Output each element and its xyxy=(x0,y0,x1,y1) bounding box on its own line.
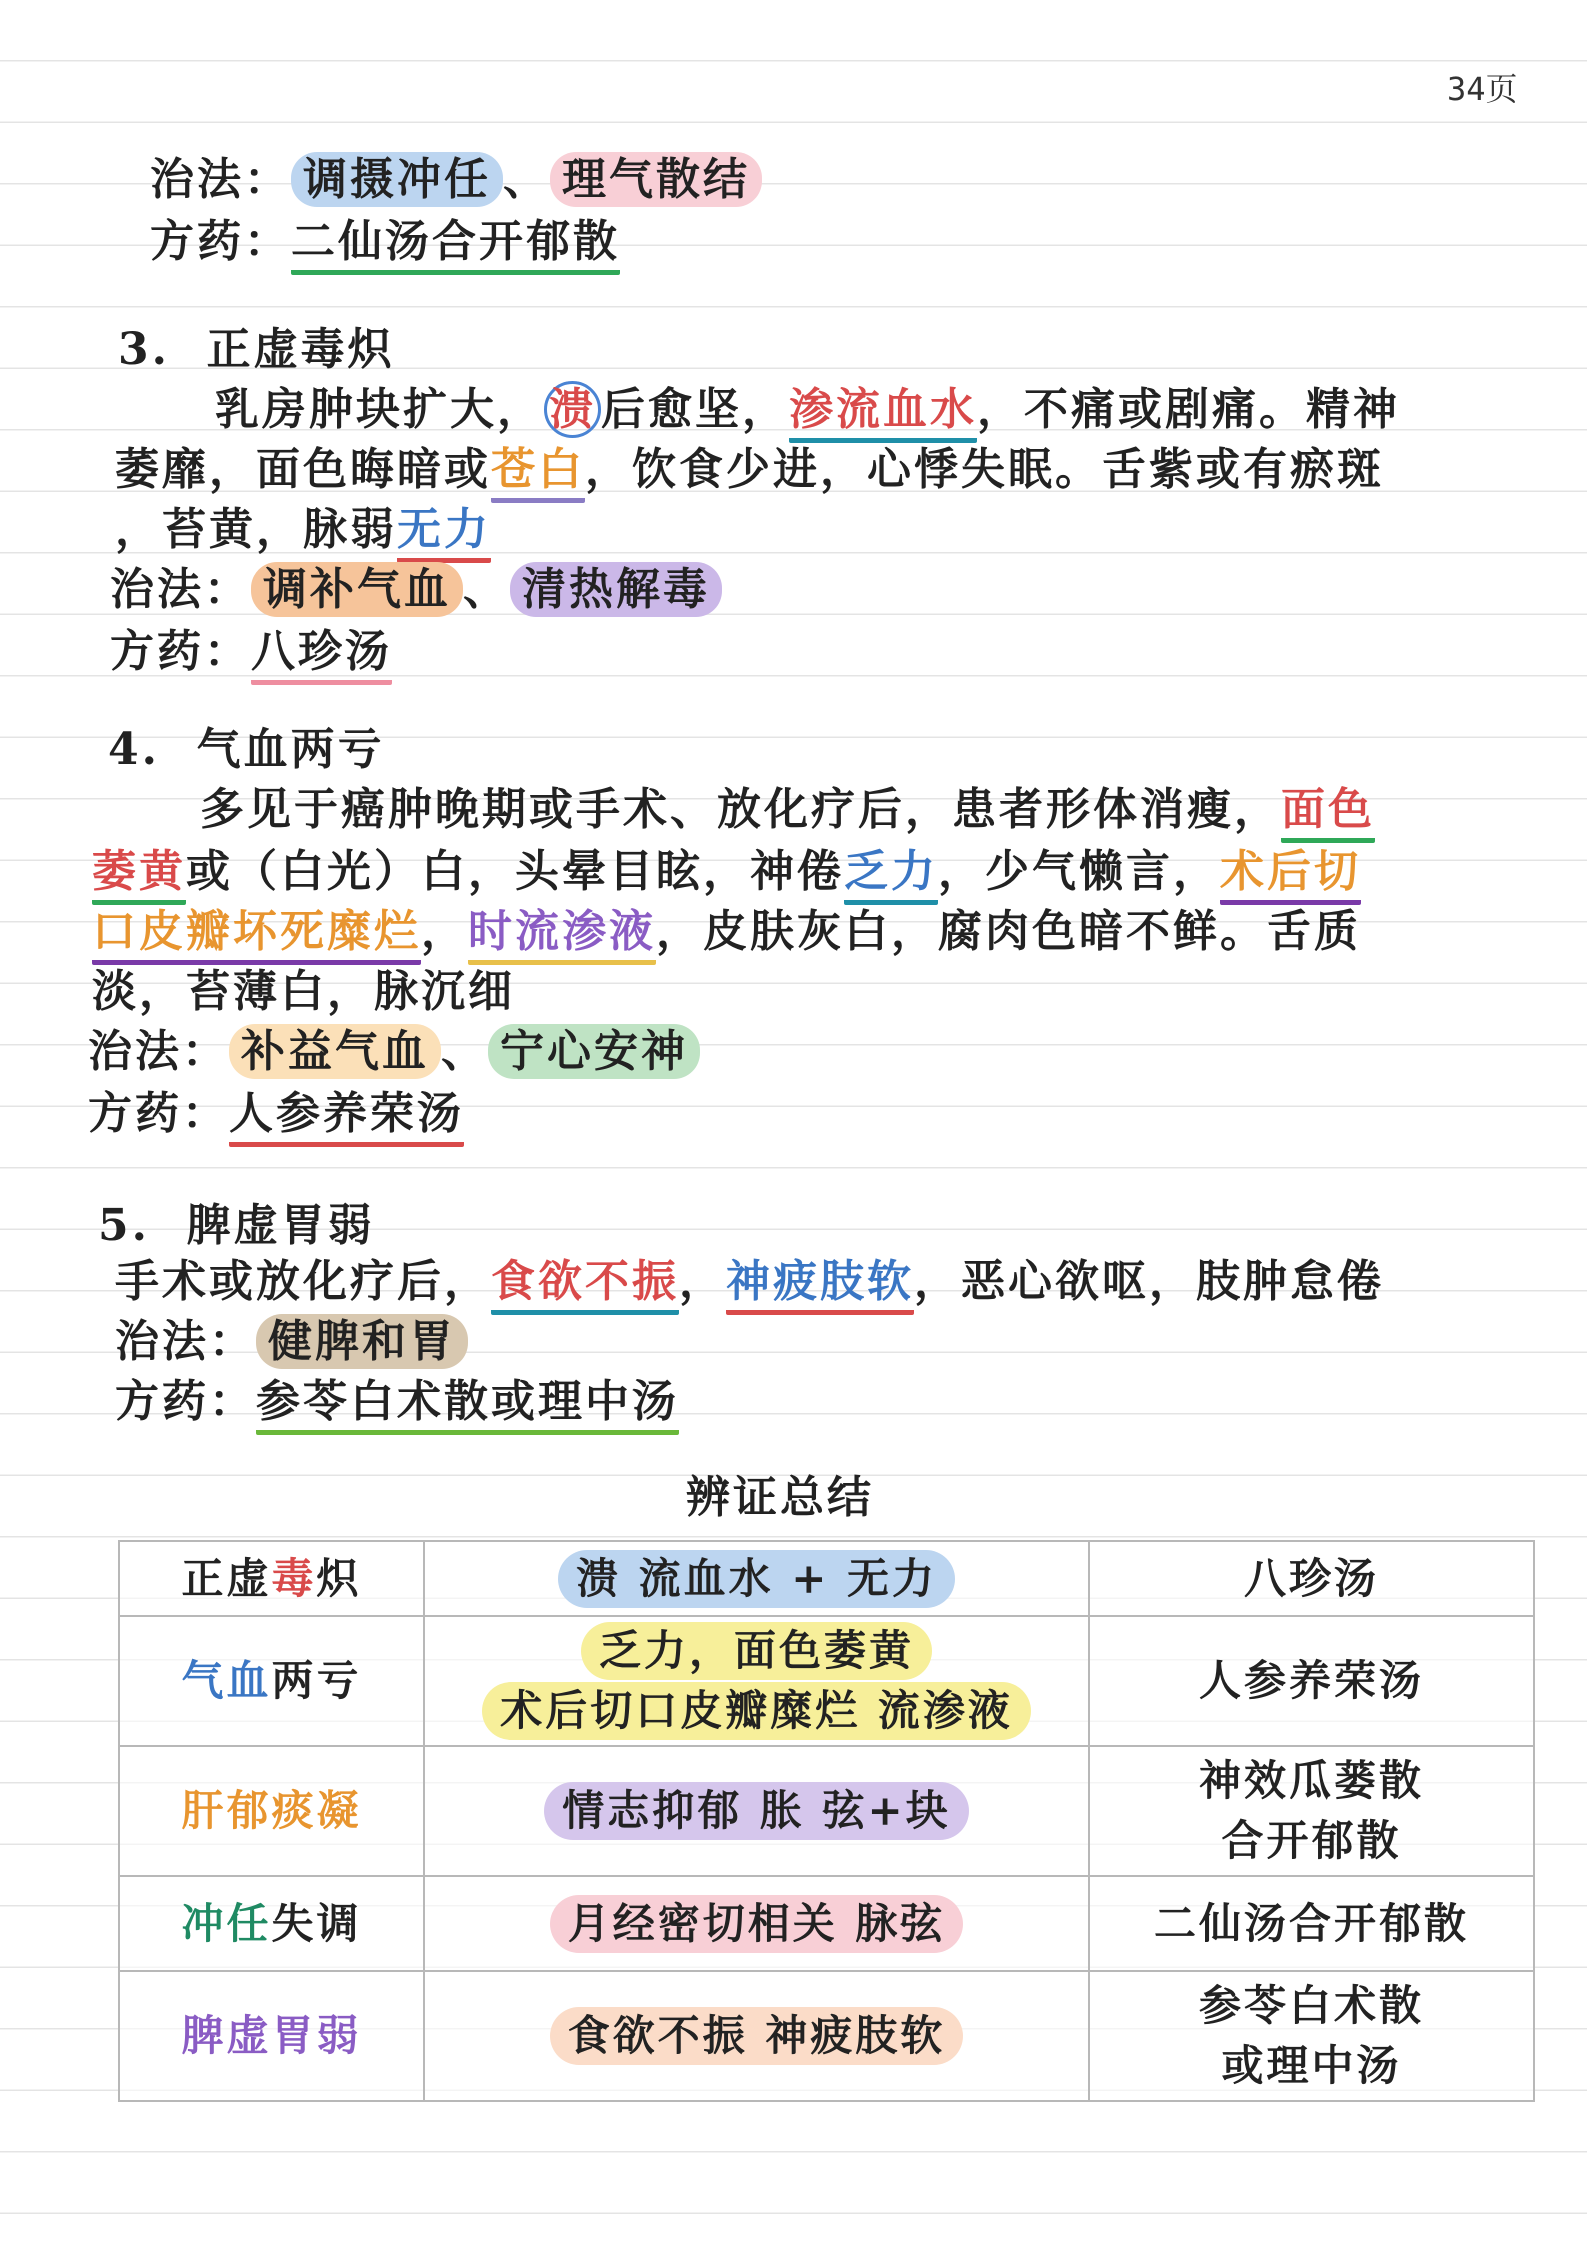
text: 乳房肿块扩大， xyxy=(215,384,544,435)
s4-formula xyxy=(88,1084,464,1144)
text: 正虚 xyxy=(181,1553,272,1603)
text: 参苓白术散 xyxy=(1198,1981,1424,2030)
page-number: 34页 xyxy=(1447,70,1518,108)
formula-label: 方药： xyxy=(115,1376,256,1427)
key-symptoms xyxy=(424,1876,1089,1971)
text: 肝郁痰凝 xyxy=(181,1786,362,1835)
formula-label: 方药： xyxy=(110,626,251,677)
separator: 、 xyxy=(441,1026,488,1077)
s3-text-line-2 xyxy=(115,440,1384,500)
section-number: 5. xyxy=(98,1200,150,1251)
text: ，不痛或剧痛。精神 xyxy=(977,384,1400,435)
text: 萎靡，面色晦暗或 xyxy=(115,444,491,495)
separator: 、 xyxy=(503,154,550,205)
section-4-heading xyxy=(108,720,385,780)
s3-text-line-1 xyxy=(215,380,1400,440)
formula-cell xyxy=(1089,1746,1534,1876)
formula-underlined: 人参养荣汤 xyxy=(229,1088,464,1147)
symptom-pill: 情志抑郁 胀 弦+块 xyxy=(544,1782,968,1840)
text: 多见于癌肿晚期或手术、放化疗后，患者形体消瘦， xyxy=(200,784,1281,835)
s4-treatment xyxy=(88,1022,700,1082)
text: 失调 xyxy=(271,1898,362,1948)
text: 或理中汤 xyxy=(1221,2041,1402,2090)
s3-formula xyxy=(110,622,392,682)
section-title: 正虚毒炽 xyxy=(206,324,395,375)
text: 合开郁散 xyxy=(1221,1816,1402,1865)
treatment-highlight: 调补气血 xyxy=(251,562,463,617)
treatment-highlight: 宁心安神 xyxy=(488,1024,700,1079)
table-row xyxy=(119,1876,1534,1971)
key-symptom: 苍白 xyxy=(491,444,585,503)
table-row xyxy=(119,1541,1534,1616)
key-symptom: 术后切 xyxy=(1220,846,1361,905)
treatment-line-1 xyxy=(150,150,762,210)
formula-cell xyxy=(1089,1876,1534,1971)
section-number: 4. xyxy=(108,724,160,775)
treatment-label: 治法： xyxy=(150,154,291,205)
table-row xyxy=(119,1616,1534,1746)
pattern-name xyxy=(119,1616,424,1746)
text: ， xyxy=(421,906,468,957)
section-title: 气血两亏 xyxy=(196,724,385,775)
key-symptom: 时流渗液 xyxy=(468,906,656,965)
section-5-heading xyxy=(98,1196,375,1256)
key-symptom: 神疲肢软 xyxy=(726,1256,914,1315)
treatment-highlight: 补益气血 xyxy=(229,1024,441,1079)
key-symptoms xyxy=(424,1746,1089,1876)
key-symptom: 乏力 xyxy=(844,846,938,905)
symptom-pill: 月经密切相关 脉弦 xyxy=(550,1895,964,1953)
text: 人参养荣汤 xyxy=(1198,1656,1424,1705)
symptom-pill: 溃 流血水 + 无力 xyxy=(558,1550,955,1608)
text: 冲任 xyxy=(181,1898,272,1948)
text: 八珍汤 xyxy=(1243,1553,1379,1603)
treatment-highlight: 健脾和胃 xyxy=(256,1314,468,1369)
text: 神效瓜蒌散 xyxy=(1198,1756,1424,1805)
text: 手术或放化疗后， xyxy=(115,1256,491,1307)
formula-underlined: 参苓白术散或理中汤 xyxy=(256,1376,679,1435)
text: ，饮食少进，心悸失眠。舌紫或有瘀斑 xyxy=(585,444,1384,495)
s5-text-line-1 xyxy=(115,1252,1384,1312)
formula-cell xyxy=(1089,1541,1534,1616)
pattern-name xyxy=(119,1541,424,1616)
text: ，少气懒言， xyxy=(938,846,1220,897)
text: ，恶心欲呕，肢肿怠倦 xyxy=(914,1256,1384,1307)
key-symptom: 面色 xyxy=(1281,784,1375,843)
treatment-label: 治法： xyxy=(88,1026,229,1077)
key-symptoms xyxy=(424,1541,1089,1616)
section-3-heading xyxy=(118,320,395,380)
section-title: 脾虚胃弱 xyxy=(186,1200,375,1251)
symptom-pill: 术后切口皮瓣糜烂 流渗液 xyxy=(482,1682,1031,1740)
text: ，苔黄，脉弱 xyxy=(115,504,397,555)
text: ，皮肤灰白，腐肉色暗不鲜。舌质 xyxy=(656,906,1361,957)
pattern-name xyxy=(119,1971,424,2101)
s3-text-line-3 xyxy=(115,500,491,560)
key-symptom: 渗流血水 xyxy=(789,384,977,443)
summary-table xyxy=(118,1540,1535,2102)
key-symptoms xyxy=(424,1616,1089,1746)
key-symptom: 萎黄 xyxy=(92,846,186,905)
symptom-pill: 乏力，面色萎黄 xyxy=(581,1622,932,1680)
pattern-name xyxy=(119,1746,424,1876)
text: 气血 xyxy=(181,1656,272,1705)
s5-formula xyxy=(115,1372,679,1432)
text: 脾虚胃弱 xyxy=(181,2011,362,2060)
treatment-highlight: 清热解毒 xyxy=(510,562,722,617)
symptom-pill: 食欲不振 神疲肢软 xyxy=(550,2007,964,2065)
formula-line-1 xyxy=(150,212,620,272)
key-symptom: 口皮瓣坏死糜烂 xyxy=(92,906,421,965)
s4-text-line-4: 淡，苔薄白，脉沉细 xyxy=(92,966,515,1017)
key-symptoms xyxy=(424,1971,1089,2101)
section-number: 3. xyxy=(118,324,170,375)
formula-cell xyxy=(1089,1616,1534,1746)
text: 后愈坚， xyxy=(601,384,789,435)
treatment-highlight: 调摄冲任 xyxy=(291,152,503,207)
text: 二仙汤合开郁散 xyxy=(1153,1898,1469,1948)
text: 或（白光）白，头晕目眩，神倦 xyxy=(186,846,844,897)
text: 两亏 xyxy=(271,1656,362,1705)
formula-underlined: 八珍汤 xyxy=(251,626,392,685)
treatment-label: 治法： xyxy=(110,564,251,615)
s4-text-line-1 xyxy=(200,780,1375,840)
summary-title: 辨证总结 xyxy=(686,1472,874,1523)
pattern-name xyxy=(119,1876,424,1971)
table-row xyxy=(119,1971,1534,2101)
s5-treatment xyxy=(115,1312,468,1372)
table-row xyxy=(119,1746,1534,1876)
circled-char: 溃 xyxy=(544,381,601,438)
formula-label: 方药： xyxy=(88,1088,229,1139)
s3-treatment xyxy=(110,560,722,620)
key-symptom: 无力 xyxy=(397,504,491,563)
s4-text-line-3 xyxy=(92,902,1361,962)
formula-cell xyxy=(1089,1971,1534,2101)
text: 毒 xyxy=(271,1553,317,1603)
treatment-label: 治法： xyxy=(115,1316,256,1367)
text: 炽 xyxy=(316,1553,362,1603)
formula-underlined: 二仙汤合开郁散 xyxy=(291,216,620,275)
treatment-highlight: 理气散结 xyxy=(550,152,762,207)
formula-label: 方药： xyxy=(150,216,291,267)
s4-text-line-2 xyxy=(92,842,1361,902)
text: ， xyxy=(679,1256,726,1307)
separator: 、 xyxy=(463,564,510,615)
key-symptom: 食欲不振 xyxy=(491,1256,679,1315)
